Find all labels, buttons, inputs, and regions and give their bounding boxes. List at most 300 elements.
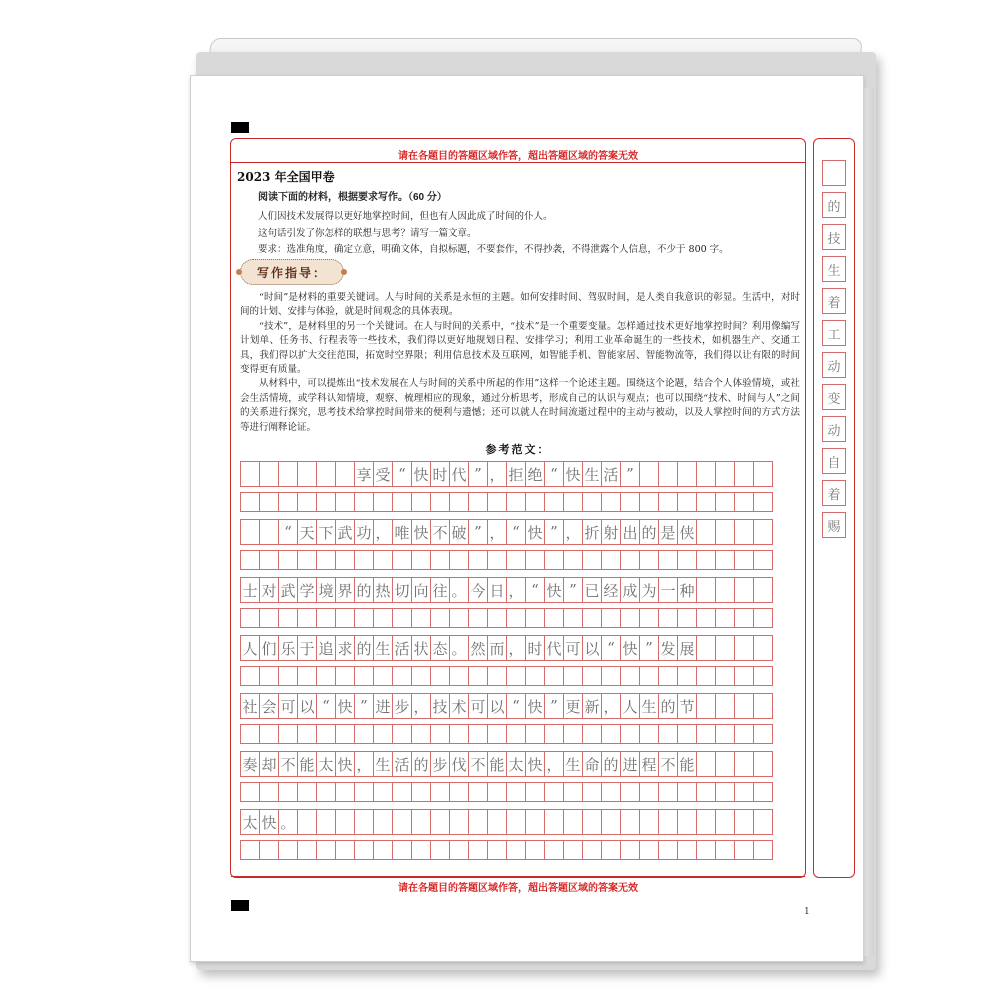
grid-cell bbox=[354, 492, 374, 512]
grid-cell: 的 bbox=[354, 635, 374, 661]
grid-cell: 热 bbox=[373, 577, 393, 603]
grid-cell bbox=[506, 608, 526, 628]
grid-cell: ， bbox=[354, 751, 374, 777]
grid-cell bbox=[468, 666, 488, 686]
grid-cell: 能 bbox=[297, 751, 317, 777]
grid-cell bbox=[658, 550, 678, 570]
grid-cell bbox=[563, 666, 583, 686]
grid-cell: ， bbox=[411, 693, 431, 719]
grid-cell bbox=[734, 693, 754, 719]
grid-cell: “ bbox=[601, 635, 621, 661]
grid-cell bbox=[639, 461, 659, 487]
grid-cell bbox=[677, 550, 697, 570]
grid-cell: 。 bbox=[278, 809, 298, 835]
grid-cell: ， bbox=[373, 519, 393, 545]
guide-paragraph: 从材料中，可以提炼出“技术发展在人与时间的关系中所起的作用”这样一个论述主题。围绕这个论题，结合个人体验情境，或社会生活情境，或学科认知情境，观察、梳理相应的现象，通过分析思考，形成自己的认识与观点；也可以围绕“技术、时间与人”之间的关系进行探究，思考技术给掌控时间带来的便利与遗憾；还可以就人在时间流逝过程中的主动与被动，以及人掌控时间的方式方法等进行阐释论证。 bbox=[240, 378, 800, 433]
grid-cell bbox=[392, 492, 412, 512]
grid-cell: 节 bbox=[677, 693, 697, 719]
grid-cell: 代 bbox=[449, 461, 469, 487]
grid-cell bbox=[297, 492, 317, 512]
grid-cell bbox=[240, 840, 260, 860]
grid-cell: ” bbox=[354, 693, 374, 719]
grid-cell bbox=[335, 608, 355, 628]
grid-cell bbox=[715, 577, 735, 603]
grid-cell bbox=[392, 840, 412, 860]
grid-cell bbox=[620, 782, 640, 802]
grid-cell: 人 bbox=[240, 635, 260, 661]
grid-cell: ” bbox=[544, 519, 564, 545]
grid-cell: 可 bbox=[278, 693, 298, 719]
grid-cell bbox=[449, 809, 469, 835]
grid-cell bbox=[639, 724, 659, 744]
grid-cell: 境 bbox=[316, 577, 336, 603]
grid-cell bbox=[696, 782, 716, 802]
grid-cell bbox=[734, 751, 754, 777]
grid-cell: 太 bbox=[240, 809, 260, 835]
grid-cell bbox=[430, 809, 450, 835]
grid-cell bbox=[525, 724, 545, 744]
material-requirements: 要求：选准角度，确定立意，明确文体，自拟标题，不要套作，不得抄袭，不得泄露个人信息，不少于 800 字。 bbox=[258, 244, 729, 255]
material-line-2: 这句话引发了你怎样的联想与思考？请写一篇文章。 bbox=[258, 228, 477, 239]
grid-cell: 切 bbox=[392, 577, 412, 603]
grid-cell bbox=[506, 492, 526, 512]
grid-cell: 生 bbox=[639, 693, 659, 719]
grid-cell: 快 bbox=[525, 519, 545, 545]
grid-cell bbox=[411, 608, 431, 628]
grid-cell bbox=[544, 608, 564, 628]
grid-cell bbox=[373, 724, 393, 744]
grid-cell: 侠 bbox=[677, 519, 697, 545]
grid-cell bbox=[677, 461, 697, 487]
grid-cell bbox=[753, 635, 773, 661]
badge-ornament-left bbox=[236, 269, 242, 275]
grid-cell bbox=[468, 550, 488, 570]
badge-ornament-right bbox=[341, 269, 347, 275]
grid-cell bbox=[449, 782, 469, 802]
grid-cell: ， bbox=[506, 635, 526, 661]
composition-blank-row bbox=[240, 550, 800, 570]
grid-cell bbox=[354, 840, 374, 860]
grid-cell bbox=[582, 492, 602, 512]
grid-cell bbox=[487, 550, 507, 570]
composition-blank-row bbox=[240, 666, 800, 686]
grid-cell bbox=[639, 840, 659, 860]
grid-cell bbox=[696, 666, 716, 686]
grid-cell bbox=[677, 666, 697, 686]
grid-cell bbox=[316, 550, 336, 570]
grid-cell bbox=[278, 666, 298, 686]
grid-cell bbox=[449, 608, 469, 628]
grid-cell bbox=[715, 550, 735, 570]
grid-cell: 求 bbox=[335, 635, 355, 661]
composition-row bbox=[240, 809, 800, 835]
grid-cell bbox=[620, 809, 640, 835]
grid-cell: 可 bbox=[468, 693, 488, 719]
grid-cell bbox=[335, 666, 355, 686]
grid-cell bbox=[335, 782, 355, 802]
grid-cell: 快 bbox=[563, 461, 583, 487]
grid-cell: 快 bbox=[544, 577, 564, 603]
grid-cell bbox=[373, 782, 393, 802]
grid-cell bbox=[601, 840, 621, 860]
grid-cell bbox=[316, 461, 336, 487]
grid-cell bbox=[354, 809, 374, 835]
exam-title: 2023 年全国甲卷 bbox=[237, 170, 335, 184]
grid-cell: 发 bbox=[658, 635, 678, 661]
grid-cell bbox=[753, 608, 773, 628]
grid-cell: 今 bbox=[468, 577, 488, 603]
grid-cell bbox=[411, 840, 431, 860]
grid-cell: ， bbox=[487, 519, 507, 545]
grid-cell bbox=[734, 724, 754, 744]
grid-cell bbox=[715, 724, 735, 744]
grid-cell bbox=[658, 724, 678, 744]
instruction: 阅读下面的材料，根据要求写作。（60 分） bbox=[258, 192, 447, 203]
grid-cell: 快 bbox=[335, 693, 355, 719]
composition-row bbox=[240, 635, 800, 661]
grid-cell: 快 bbox=[411, 519, 431, 545]
grid-cell: 绝 bbox=[525, 461, 545, 487]
grid-cell: 更 bbox=[563, 693, 583, 719]
grid-cell bbox=[620, 550, 640, 570]
composition-row bbox=[240, 519, 800, 545]
grid-cell: ， bbox=[506, 577, 526, 603]
grid-cell bbox=[734, 608, 754, 628]
grid-cell: 会 bbox=[259, 693, 279, 719]
grid-cell: 的 bbox=[354, 577, 374, 603]
grid-cell bbox=[297, 809, 317, 835]
spine-cell: 动 bbox=[822, 352, 846, 378]
grid-cell: 命 bbox=[582, 751, 602, 777]
grid-cell bbox=[278, 550, 298, 570]
grid-cell bbox=[601, 492, 621, 512]
grid-cell bbox=[430, 782, 450, 802]
grid-cell bbox=[506, 782, 526, 802]
grid-cell bbox=[753, 782, 773, 802]
grid-cell: 术 bbox=[449, 693, 469, 719]
grid-cell bbox=[715, 666, 735, 686]
grid-cell: ， bbox=[601, 693, 621, 719]
grid-cell: ” bbox=[639, 635, 659, 661]
page-number: 1 bbox=[804, 907, 810, 917]
grid-cell: 快 bbox=[335, 751, 355, 777]
guide-paragraph: “时间”是材料的重要关键词。人与时间的关系是永恒的主题。如何安排时间、驾驭时间，是人类自我意识的彰显。生活中，对时间的计划、安排与体验，就是时间观念的具体表现。 bbox=[240, 292, 800, 318]
spine-cell: 着 bbox=[822, 288, 846, 314]
grid-cell bbox=[468, 608, 488, 628]
grid-cell bbox=[696, 751, 716, 777]
grid-cell: 日 bbox=[487, 577, 507, 603]
grid-cell bbox=[563, 550, 583, 570]
grid-cell: 以 bbox=[487, 693, 507, 719]
grid-cell bbox=[297, 724, 317, 744]
grid-cell bbox=[677, 809, 697, 835]
grid-cell bbox=[620, 666, 640, 686]
grid-cell bbox=[373, 809, 393, 835]
grid-cell bbox=[525, 608, 545, 628]
grid-cell bbox=[658, 782, 678, 802]
grid-cell bbox=[525, 666, 545, 686]
grid-cell bbox=[373, 550, 393, 570]
grid-cell: “ bbox=[525, 577, 545, 603]
warning-top: 请在各题目的答题区域作答，超出答题区域的答案无效 bbox=[398, 151, 638, 162]
grid-cell bbox=[753, 751, 773, 777]
grid-cell bbox=[715, 751, 735, 777]
grid-cell: 出 bbox=[620, 519, 640, 545]
grid-cell bbox=[506, 724, 526, 744]
grid-cell bbox=[487, 840, 507, 860]
grid-cell: 步 bbox=[392, 693, 412, 719]
grid-cell: 功 bbox=[354, 519, 374, 545]
grid-cell bbox=[430, 608, 450, 628]
grid-cell bbox=[297, 550, 317, 570]
grid-cell bbox=[335, 840, 355, 860]
grid-cell bbox=[753, 577, 773, 603]
grid-cell: 武 bbox=[335, 519, 355, 545]
grid-cell bbox=[544, 550, 564, 570]
grid-cell: 快 bbox=[525, 693, 545, 719]
grid-cell bbox=[715, 461, 735, 487]
grid-cell bbox=[259, 608, 279, 628]
grid-cell bbox=[487, 809, 507, 835]
grid-cell: 拒 bbox=[506, 461, 526, 487]
grid-cell bbox=[316, 809, 336, 835]
grid-cell: 是 bbox=[658, 519, 678, 545]
grid-cell: 活 bbox=[392, 751, 412, 777]
grid-cell bbox=[373, 666, 393, 686]
grid-cell: 然 bbox=[468, 635, 488, 661]
grid-cell bbox=[259, 519, 279, 545]
grid-cell bbox=[335, 492, 355, 512]
grid-cell bbox=[544, 809, 564, 835]
grid-cell bbox=[544, 724, 564, 744]
composition-row bbox=[240, 693, 800, 719]
grid-cell bbox=[696, 492, 716, 512]
grid-cell bbox=[563, 724, 583, 744]
grid-cell bbox=[278, 782, 298, 802]
grid-cell: 界 bbox=[335, 577, 355, 603]
grid-cell bbox=[677, 492, 697, 512]
grid-cell bbox=[525, 809, 545, 835]
grid-cell bbox=[430, 492, 450, 512]
grid-cell: 破 bbox=[449, 519, 469, 545]
composition-blank-row bbox=[240, 782, 800, 802]
grid-cell bbox=[525, 492, 545, 512]
grid-cell bbox=[297, 666, 317, 686]
grid-cell bbox=[715, 782, 735, 802]
writing-guide-text bbox=[240, 291, 800, 435]
grid-cell bbox=[715, 693, 735, 719]
grid-cell: 快 bbox=[525, 751, 545, 777]
grid-cell bbox=[392, 724, 412, 744]
grid-cell: 种 bbox=[677, 577, 697, 603]
composition-row bbox=[240, 461, 800, 487]
grid-cell bbox=[240, 724, 260, 744]
grid-cell bbox=[506, 840, 526, 860]
spine-grid bbox=[822, 160, 848, 544]
grid-cell bbox=[753, 809, 773, 835]
grid-cell: 生 bbox=[373, 751, 393, 777]
grid-cell bbox=[563, 492, 583, 512]
grid-cell: 展 bbox=[677, 635, 697, 661]
grid-cell bbox=[392, 809, 412, 835]
grid-cell: 步 bbox=[430, 751, 450, 777]
grid-cell bbox=[563, 608, 583, 628]
grid-cell bbox=[297, 782, 317, 802]
grid-cell: 太 bbox=[316, 751, 336, 777]
grid-cell bbox=[620, 840, 640, 860]
grid-cell bbox=[506, 666, 526, 686]
grid-cell bbox=[677, 782, 697, 802]
grid-cell bbox=[354, 666, 374, 686]
grid-cell: 而 bbox=[487, 635, 507, 661]
grid-cell bbox=[639, 550, 659, 570]
grid-cell bbox=[259, 840, 279, 860]
grid-cell: 的 bbox=[658, 693, 678, 719]
warning-bottom: 请在各题目的答题区域作答，超出答题区域的答案无效 bbox=[398, 883, 638, 894]
grid-cell bbox=[278, 492, 298, 512]
grid-cell: 们 bbox=[259, 635, 279, 661]
grid-cell bbox=[259, 492, 279, 512]
grid-cell: ” bbox=[563, 577, 583, 603]
grid-cell bbox=[734, 492, 754, 512]
grid-cell: 可 bbox=[563, 635, 583, 661]
grid-cell: 为 bbox=[639, 577, 659, 603]
grid-cell bbox=[601, 608, 621, 628]
grid-cell bbox=[430, 550, 450, 570]
grid-cell: ， bbox=[544, 751, 564, 777]
composition-blank-row bbox=[240, 840, 800, 860]
grid-cell bbox=[601, 809, 621, 835]
grid-cell bbox=[373, 840, 393, 860]
grid-cell bbox=[278, 461, 298, 487]
grid-cell bbox=[677, 724, 697, 744]
grid-cell: 生 bbox=[582, 461, 602, 487]
grid-cell bbox=[411, 550, 431, 570]
grid-cell bbox=[563, 840, 583, 860]
grid-cell bbox=[430, 840, 450, 860]
grid-cell: 伐 bbox=[449, 751, 469, 777]
grid-cell bbox=[468, 840, 488, 860]
grid-cell bbox=[753, 550, 773, 570]
writing-guide-badge bbox=[240, 259, 344, 285]
material-line-1: 人们因技术发展得以更好地掌控时间，但也有人因此成了时间的仆人。 bbox=[258, 211, 553, 222]
grid-cell bbox=[582, 782, 602, 802]
grid-cell: 下 bbox=[316, 519, 336, 545]
grid-cell: 快 bbox=[411, 461, 431, 487]
grid-cell bbox=[354, 782, 374, 802]
grid-cell: “ bbox=[392, 461, 412, 487]
grid-cell bbox=[753, 519, 773, 545]
grid-cell bbox=[696, 461, 716, 487]
grid-cell bbox=[297, 608, 317, 628]
grid-cell: 追 bbox=[316, 635, 336, 661]
grid-cell bbox=[335, 724, 355, 744]
grid-cell bbox=[544, 840, 564, 860]
grid-cell bbox=[696, 809, 716, 835]
grid-cell: 武 bbox=[278, 577, 298, 603]
grid-cell: 生 bbox=[563, 751, 583, 777]
grid-cell: 乐 bbox=[278, 635, 298, 661]
grid-cell bbox=[278, 840, 298, 860]
grid-cell: 享 bbox=[354, 461, 374, 487]
grid-cell bbox=[449, 550, 469, 570]
grid-cell bbox=[601, 666, 621, 686]
grid-cell: ” bbox=[468, 461, 488, 487]
grid-cell: 技 bbox=[430, 693, 450, 719]
grid-cell bbox=[658, 840, 678, 860]
grid-cell: 代 bbox=[544, 635, 564, 661]
grid-cell: 程 bbox=[639, 751, 659, 777]
grid-cell bbox=[240, 782, 260, 802]
grid-cell bbox=[411, 666, 431, 686]
grid-cell: “ bbox=[506, 519, 526, 545]
grid-cell bbox=[487, 666, 507, 686]
grid-cell bbox=[658, 461, 678, 487]
grid-cell bbox=[601, 550, 621, 570]
grid-cell: 受 bbox=[373, 461, 393, 487]
grid-cell: 能 bbox=[677, 751, 697, 777]
grid-cell bbox=[297, 461, 317, 487]
grid-cell bbox=[240, 492, 260, 512]
grid-cell bbox=[734, 635, 754, 661]
grid-cell bbox=[734, 809, 754, 835]
grid-cell: 状 bbox=[411, 635, 431, 661]
grid-cell: 生 bbox=[373, 635, 393, 661]
writing-guide-heading: 写作指导： bbox=[256, 265, 327, 280]
grid-cell bbox=[696, 635, 716, 661]
grid-cell: 对 bbox=[259, 577, 279, 603]
grid-cell bbox=[734, 461, 754, 487]
grid-cell bbox=[449, 724, 469, 744]
grid-cell: 的 bbox=[639, 519, 659, 545]
grid-cell bbox=[620, 492, 640, 512]
grid-cell bbox=[411, 724, 431, 744]
grid-cell bbox=[639, 492, 659, 512]
grid-cell bbox=[240, 550, 260, 570]
grid-cell: 不 bbox=[658, 751, 678, 777]
alignment-marker-bottom bbox=[231, 900, 249, 911]
grid-cell: “ bbox=[316, 693, 336, 719]
guide-paragraph: “技术”，是材料里的另一个关键词。在人与时间的关系中，“技术”是一个重要变量。怎样通过技术更好地掌控时间？利用像编写计划单、任务书、行程表等一些技术，我们得以更好地规划日程、安排学习；利用工业革命诞生的一些技术，如机器生产、交通工具，我们得以扩大交往范围，拓宽时空界限；利用信息技术及互联网，如智能手机、智能家居、智能物流等，我们得以让有限的时间变得更有质量。 bbox=[240, 320, 800, 376]
grid-cell bbox=[240, 608, 260, 628]
grid-cell: “ bbox=[506, 693, 526, 719]
grid-cell: 能 bbox=[487, 751, 507, 777]
grid-cell bbox=[354, 608, 374, 628]
grid-cell bbox=[468, 724, 488, 744]
grid-cell: 时 bbox=[430, 461, 450, 487]
grid-cell bbox=[734, 782, 754, 802]
grid-cell bbox=[753, 693, 773, 719]
grid-cell bbox=[525, 840, 545, 860]
grid-cell bbox=[373, 608, 393, 628]
grid-cell bbox=[639, 666, 659, 686]
grid-cell bbox=[449, 492, 469, 512]
grid-cell: 经 bbox=[601, 577, 621, 603]
spine-cell: 工 bbox=[822, 320, 846, 346]
grid-cell bbox=[525, 782, 545, 802]
grid-cell bbox=[544, 782, 564, 802]
composition-row bbox=[240, 577, 800, 603]
spine-cell: 着 bbox=[822, 480, 846, 506]
grid-cell bbox=[753, 724, 773, 744]
composition-blank-row bbox=[240, 492, 800, 512]
grid-cell bbox=[639, 608, 659, 628]
grid-cell bbox=[734, 840, 754, 860]
composition-row bbox=[240, 751, 800, 777]
grid-cell bbox=[715, 809, 735, 835]
grid-cell bbox=[487, 492, 507, 512]
grid-cell bbox=[734, 519, 754, 545]
